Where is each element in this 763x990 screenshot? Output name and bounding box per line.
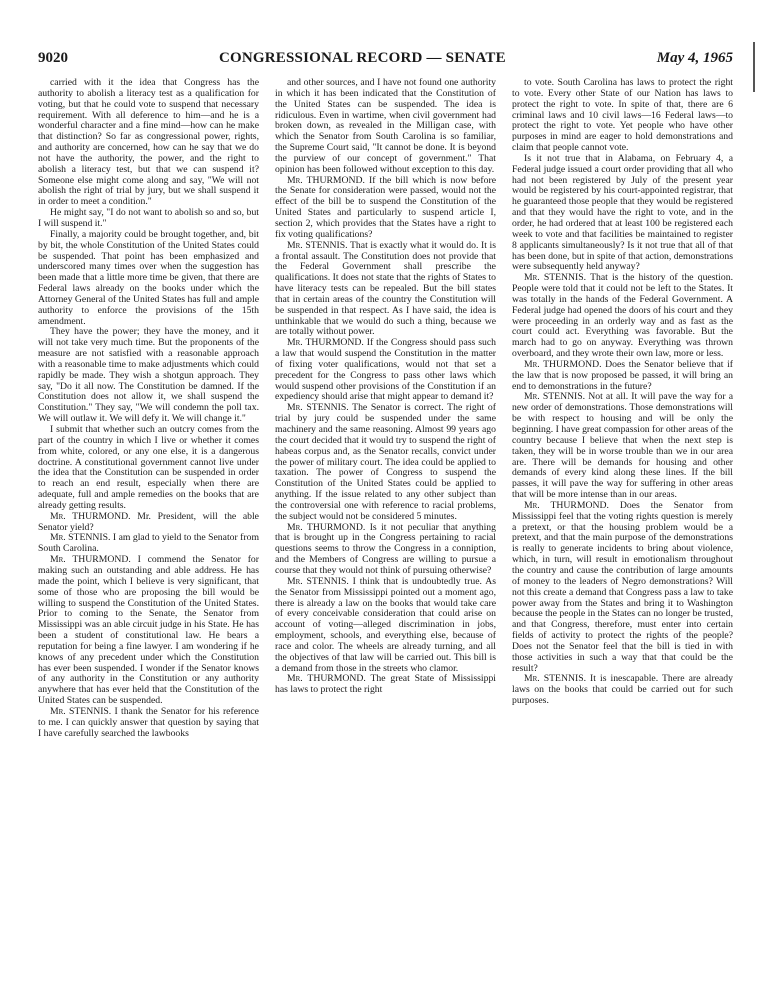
paragraph-text: If the bill which is now before the Senate for consideration were passed, would not the effect of the bill be to suspend the Constitution of the United States and particularly to suspend article I, section 2, which provides that the States have a right to fix voting qualifications? — [275, 174, 496, 240]
paragraph — [38, 533, 259, 555]
paragraph — [275, 577, 496, 675]
paragraph — [38, 512, 259, 534]
speaker-name: Mr. STENNIS. — [50, 532, 111, 544]
speaker-name: Mr. THURMOND. — [287, 174, 365, 186]
page-number: 9020 — [38, 50, 68, 66]
paragraph — [275, 241, 496, 339]
paragraph-text: I thank the Senator for his reference to me. I can quickly answer that question by saying that I have carefully searched the lawbooks — [38, 705, 259, 739]
paragraph — [512, 154, 733, 273]
speaker-name: Mr. THURMOND. — [287, 337, 364, 349]
speaker-name: Mr. STENNIS. — [50, 705, 112, 717]
column-2 — [275, 78, 496, 982]
publication-title: CONGRESSIONAL RECORD — SENATE — [218, 50, 506, 66]
paragraph-text: I commend the Senator for making such an outstanding and able address. He has made the point, which I believe is very significant, that some of those who are proposing the bill would be willing to suspend the Constitution of the United States. Prior to coming to the Senate, the Senator from Mississippi was an able circuit judge in his State. He has been a student of constitutional law. He bears a reputation for being a fine lawyer. I am wondering if he knows of any precedent under which the Constitution has ever been suspended. I wonder if the Senator knows of any authority in the Constitution or any authority anywhere that has ever held that the Constitution of the United States can be suspended. — [38, 554, 259, 707]
paragraph-text: Finally, a majority could be brought together, and, bit by bit, the whole Constitution of the United States could be suspended. That point has been emphasized and underscored many times over when the suggestion has been made that a little more time be given, that there are Federal laws already on the books under which the Attorney General of the United States has full and ample authority to enforce the provisions of the 15th amendment. — [38, 228, 259, 327]
paragraph-text: carried with it the idea that Congress has the authority to abolish a literacy test as a qualification for voting, but that he could vote to suspend that necessary requirement. With all deference to him—and he is a wonderful character and a fine mind—how can he make that distinction? So far as congressional power, rights, and authority are concerned, how can he say that we do not have the authority, the power, and the right to abolish a literacy test, but that we can suspend it? Someone else might come along and say, "We will not abolish the right of trial by jury, but we shall suspend it in order to meet a condition." — [38, 78, 259, 208]
paragraph — [275, 176, 496, 241]
speaker-name: Mr. STENNIS. — [287, 575, 349, 587]
paragraph-text: The Senator is correct. The right of trial by jury could be suspended under the same machinery and the same reasoning. Almost 99 years ago the court decided that it would try to suspend the right of habeas corpus and, as the Senator recalls, convict under the power of military court. The idea could be applied to taxation. The power of Congress to suspend the Constitution of the United States could be applied to anything. If the issue related to any other subject than the controversial one with reference to racial problems, the subject would not be considered 5 minutes. — [275, 402, 496, 522]
paragraph-text: I think that is undoubtedly true. As the Senator from Mississippi pointed out a moment ago, there is already a law on the books that would take care of every conceivable consideration that could arise on account of voting—alleged discrimination in jobs, employment, schools, and everything else, because of race and color. The wheels are already turning, and all the objectives of that law will be carried out. This bill is a demand from those in the streets who clamor. — [275, 575, 496, 674]
paragraph-text: Not at all. It will pave the way for a new order of demonstrations. Those demonstrations will be with respect to housing and will be only the beginning. I have great compassion for other areas of the country because I believe that when the next step is taken, they will be in worse trouble than we in our area are. There will be demands for housing and other demands of every kind along these lines. If the bill passes, it will pave the way for suffering in other areas that will be more intense than in our areas. — [512, 391, 733, 501]
scan-edge-mark — [753, 42, 755, 92]
speaker-name: Mr. STENNIS. — [287, 239, 348, 251]
paragraph — [512, 360, 733, 393]
paragraph-text: They have the power; they have the money, and it will not take very much time. But the proponents of the measure are not satisfied with a reasonable approach with a reasonable time to make adjustments which could rapidly be made. They wish a shotgun approach. They say, "Do it all now. The Constitution be damned. If the Constitution does not allow it, we shall suspend the Constitution." They say, "We will condemn the poll tax. We will outlaw it. We will defy it. We will change it." — [38, 326, 259, 425]
page-header — [38, 50, 733, 72]
paragraph-text: Does the Senator believe that if the law that is now proposed be passed, it will bring an end to demonstrations in the future? — [512, 358, 733, 392]
paragraph-text: I am glad to yield to the Senator from South Carolina. — [38, 532, 259, 555]
speaker-name: Mr. THURMOND. — [287, 521, 366, 533]
paragraph — [38, 707, 259, 740]
paragraph — [275, 674, 496, 696]
paragraph — [38, 555, 259, 707]
paragraph — [38, 208, 259, 230]
paragraph-text: That is the history of the question. People were told that it could not be left to the States. It was totally in the hands of the Federal Government. A Federal judge had opened the doors of his court and they were proceeding in an orderly way and as fast as the court could act. Everything was favorable. But the march had to go on anyway. Everything was thrown overboard, and they wrote their own law, more or less. — [512, 272, 733, 360]
paragraph — [512, 273, 733, 360]
paragraph-text: He might say, "I do not want to abolish so and so, but I will suspend it." — [38, 207, 259, 229]
speaker-name: Mr. STENNIS. — [524, 673, 586, 685]
paragraph-text: Is it not true that in Alabama, on February 4, a Federal judge issued a court order providing that all who had not been registered by July of the present year would be registered by his court-appointed registrar, that he guaranteed those people that they would be registered and that they would have the right to vote, and in the order, he had ordered that at least 100 be registered each week to vote and that facilities be maintained to register 8 applicants simultaneously? Is it not true that all of that has been done, but in spite of that action, demonstrations were subsequently held anyway? — [512, 152, 733, 273]
paragraph — [512, 392, 733, 500]
paragraph — [275, 403, 496, 522]
paragraph — [275, 78, 496, 176]
paragraph-text: Does the Senator from Mississippi feel that the voting rights question is merely a pretext, or that the housing problem would be a pretext, and that the main purpose of the demonstrations is really to generate incidents to bring about violence, which, in turn, will result in emotionalism throughout the country and cause the contribution of large amounts of money to the leaders of Negro demonstrations? Will not this create a demand that Congress pass a law to take power away from the States and bring it to Washington because the people in the States can no longer be trusted, and that Congress, therefore, must enter into certain fields of activity to protect the rights of the people? Does not the Senator feel that the bill is tied in with those activities in such a way that that could be the result? — [512, 499, 733, 674]
speaker-name: Mr. THURMOND. — [524, 358, 602, 370]
paragraph — [275, 523, 496, 577]
paragraph — [38, 425, 259, 512]
paragraph-text: It is inescapable. There are already laws on the books that could be carried out for such purposes. — [512, 673, 733, 707]
paragraph-text: and other sources, and I have not found one authority in which it has been indicated that the Constitution of the United States can be suspended. The idea is ridiculous. Even in wartime, when civil government had broken down, as revealed in the Milligan case, with which the Senator from South Carolina is so familiar, the Supreme Court said, "It cannot be done. It is beyond the purview of our concept of government." That opinion has been followed without exception to this day. — [275, 78, 496, 175]
paragraph — [512, 78, 733, 154]
speaker-name: Mr. THURMOND. — [524, 499, 609, 511]
paragraph — [512, 674, 733, 707]
paragraph-text: The great State of Mississippi has laws to protect the right — [275, 673, 496, 696]
speaker-name: Mr. STENNIS. — [524, 391, 586, 403]
paragraph-text: Is it not peculiar that anything that is brought up in the Congress pertaining to racial questions seems to throw the Congress in a conniption, and the Members of Congress are willing to pursue a course that they would not think of pursuing otherwise? — [275, 521, 496, 576]
speaker-name: Mr. THURMOND. — [287, 673, 366, 685]
paragraph — [38, 78, 259, 208]
speaker-name: Mr. THURMOND. — [50, 510, 131, 522]
paragraph-text: Mr. President, will the able Senator yield? — [38, 510, 259, 533]
paragraph — [38, 327, 259, 425]
speaker-name: Mr. THURMOND. — [50, 554, 131, 566]
paragraph — [512, 501, 733, 675]
paragraph-text: If the Congress should pass such a law that would suspend the Constitution in the matter of fixing voter qualifications, would not that set a precedent for the Congress to pass other laws which would suspend other provisions of the Constitution if an expediency should arise that might appear to demand it? — [275, 337, 496, 403]
column-1 — [38, 78, 259, 982]
publication-date: May 4, 1965 — [656, 50, 733, 66]
paragraph-text: to vote. South Carolina has laws to protect the right to vote. Every other State of our Nation has laws to protect the right to vote. In spite of that, there are 6 criminal laws and 10 civil laws—16 Federal laws—to protect the right to vote. Yet people who have other purposes in mind are eager to hold demonstrations and claim that people cannot vote. — [512, 78, 733, 154]
paragraph — [275, 338, 496, 403]
speaker-name: Mr. STENNIS. — [524, 272, 587, 284]
text-columns — [38, 78, 733, 982]
paragraph-text: That is exactly what it would do. It is a frontal assault. The Constitution does not provide that the Federal Government shall prescribe the qualifications. It does not state that the rights of States to have literacy tests can be repealed. But the bill states that in certain areas of the country the Constitution will be suspended in that respect. As I have said, the idea is unthinkable that we would do such a thing, because we are totally without power. — [275, 239, 496, 338]
speaker-name: Mr. STENNIS. — [287, 402, 349, 414]
paragraph — [38, 230, 259, 328]
column-3 — [512, 78, 733, 982]
paragraph-text: I submit that whether such an outcry comes from the part of the country in which I live or whether it comes from white, colored, or any one else, it is a dangerous doctrine. A constitutional government cannot live under the idea that the Constitution can be suspended in order to reach an end result, especially when there are adequate, full and ample remedies on the books that are already getting results. — [38, 424, 259, 511]
